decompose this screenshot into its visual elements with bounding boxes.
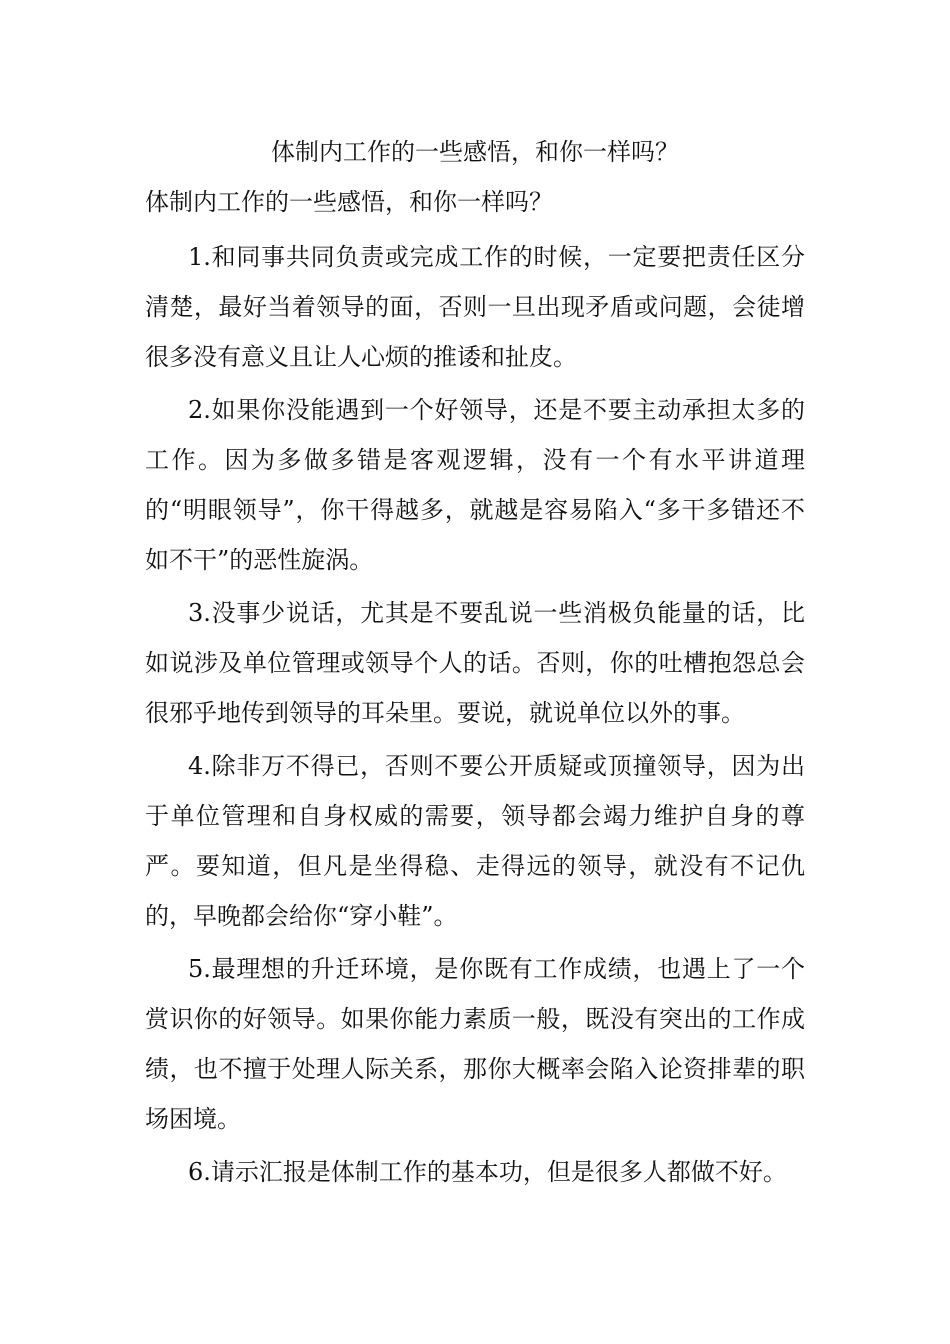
- paragraph-5: 5.最理想的升迁环境，是你既有工作成绩，也遇上了一个赏识你的好领导。如果你能力素质一般，既没有突出的工作成绩，也不擅于处理人际关系，那你大概率会陷入论资排辈的职场困境。: [145, 955, 805, 1133]
- paragraph-4: 4.除非万不得已，否则不要公开质疑或顶撞领导，因为出于单位管理和自身权威的需要，领导都会竭力维护自身的尊严。要知道，但凡是坐得稳、走得远的领导，就没有不记仇的，早晚都会给你“穿小鞋”。: [145, 752, 805, 930]
- document-subtitle: 体制内工作的一些感悟，和你一样吗？: [145, 188, 553, 216]
- paragraph-1: 1.和同事共同负责或完成工作的时候，一定要把责任区分清楚，最好当着领导的面，否则一旦出现矛盾或问题，会徒增很多没有意义且让人心烦的推诿和扯皮。: [145, 243, 805, 371]
- paragraph-2: 2.如果你没能遇到一个好领导，还是不要主动承担太多的工作。因为多做多错是客观逻辑，没有一个有水平讲道理的“明眼领导”，你干得越多，就越是容易陷入“多干多错还不如不干”的恶性旋涡。: [145, 396, 805, 574]
- paragraph-3: 3.没事少说话，尤其是不要乱说一些消极负能量的话，比如说涉及单位管理或领导个人的话。否则，你的吐槽抱怨总会很邪乎地传到领导的耳朵里。要说，就说单位以外的事。: [145, 599, 805, 727]
- document-body: [145, 232, 805, 1200]
- document-title: 体制内工作的一些感悟，和你一样吗？: [271, 138, 679, 166]
- paragraph-6: 6.请示汇报是体制工作的基本功，但是很多人都做不好。: [188, 1158, 787, 1186]
